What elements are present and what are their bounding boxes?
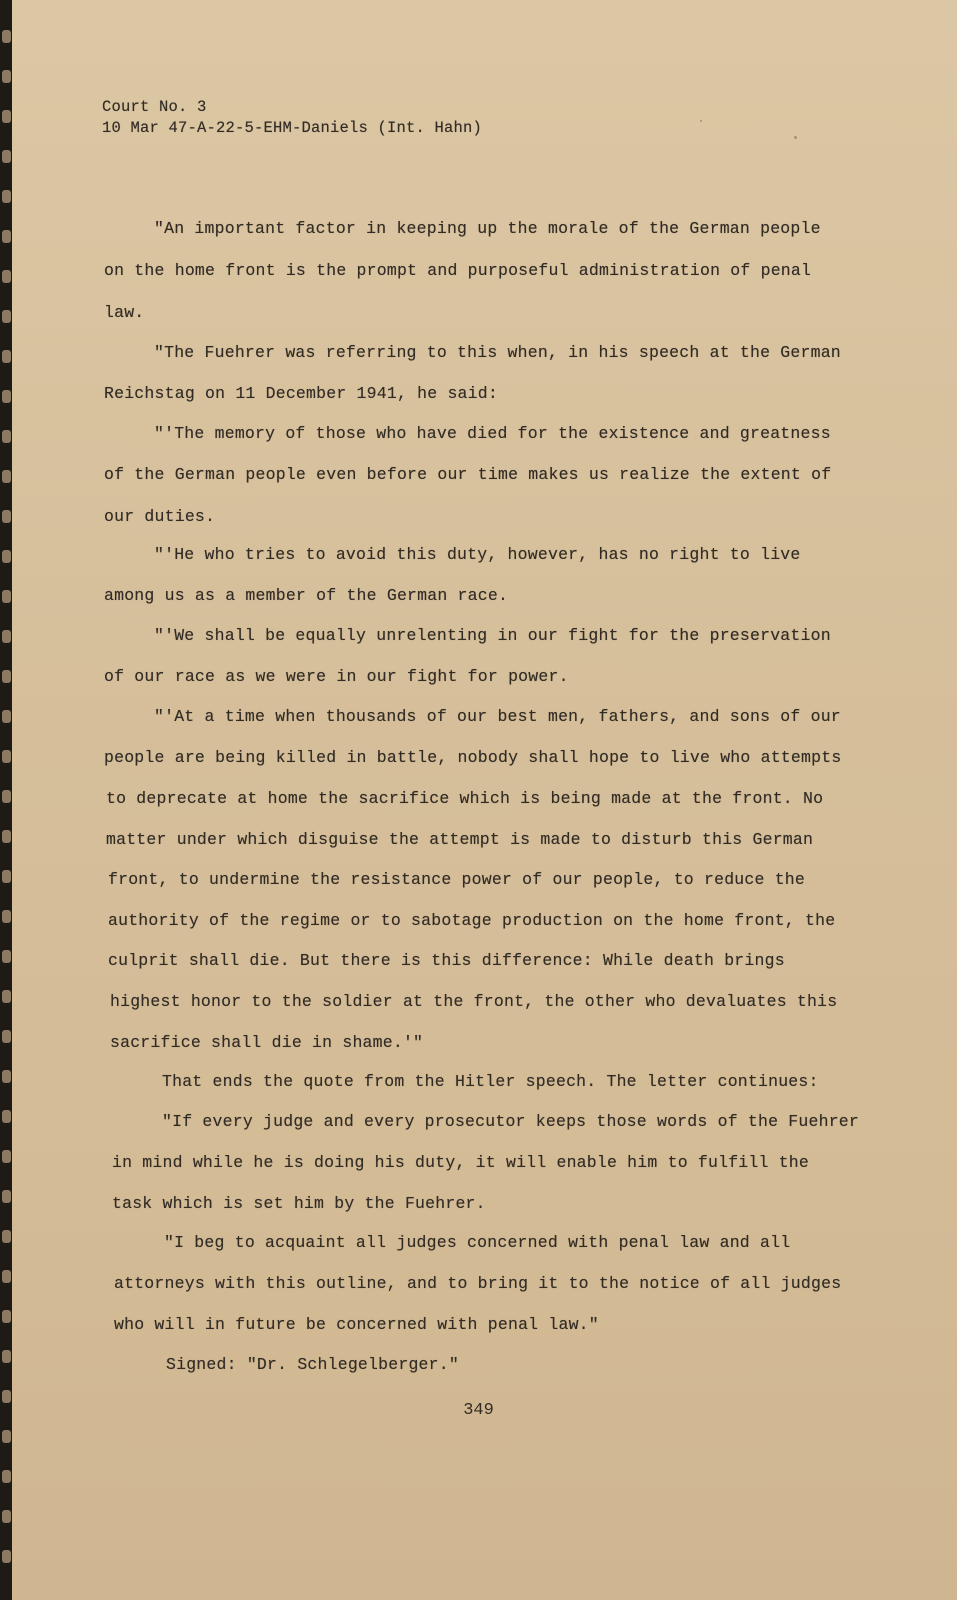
binding-hole (2, 190, 11, 203)
binding-hole (2, 870, 11, 883)
binding-hole (2, 1470, 11, 1483)
text-line: people are being killed in battle, nobody shall hope to live who attempts (104, 748, 842, 767)
binding-hole (2, 1110, 11, 1123)
text-line: highest honor to the soldier at the front, the other who devaluates this (110, 992, 838, 1011)
binding-hole (2, 1190, 11, 1203)
text-line: "The Fuehrer was referring to this when, in his speech at the German (154, 343, 841, 362)
binding-hole (2, 550, 11, 563)
binding-hole (2, 790, 11, 803)
binding-hole (2, 950, 11, 963)
text-line: "'We shall be equally unrelenting in our fight for the preservation (154, 626, 831, 645)
text-line: "'At a time when thousands of our best men, fathers, and sons of our (154, 707, 841, 726)
binding-hole (2, 710, 11, 723)
paper-speck (700, 120, 702, 122)
binding-hole (2, 230, 11, 243)
text-line: front, to undermine the resistance power of our people, to reduce the (108, 870, 806, 889)
binding-hole (2, 750, 11, 763)
paper-speck (794, 136, 797, 139)
binding-hole (2, 1070, 11, 1083)
binding-hole (2, 670, 11, 683)
binding-hole (2, 310, 11, 323)
text-line: "'The memory of those who have died for the existence and greatness (154, 424, 831, 443)
binding-hole (2, 1230, 11, 1243)
text-line: among us as a member of the German race. (104, 586, 509, 605)
text-line: task which is set him by the Fuehrer. (112, 1194, 486, 1213)
text-line: our duties. (104, 507, 216, 526)
binding-hole (2, 1150, 11, 1163)
text-line: on the home front is the prompt and purposeful administration of penal (104, 261, 812, 280)
binding-hole (2, 1510, 11, 1523)
binding-hole (2, 30, 11, 43)
text-line: culprit shall die. But there is this difference: While death brings (108, 951, 785, 970)
text-line: "If every judge and every prosecutor keeps those words of the Fuehrer (162, 1112, 860, 1131)
text-line: Reichstag on 11 December 1941, he said: (104, 384, 498, 403)
binding-hole (2, 1270, 11, 1283)
text-line: law. (104, 303, 145, 322)
binding-hole (2, 470, 11, 483)
court-number: Court No. 3 (102, 98, 207, 116)
signature-line: Signed: "Dr. Schlegelberger." (166, 1355, 459, 1374)
binding-hole (2, 1430, 11, 1443)
binding-hole (2, 590, 11, 603)
text-line: who will in future be concerned with penal law." (114, 1315, 599, 1334)
text-line: of our race as we were in our fight for power. (104, 667, 569, 686)
binding-hole (2, 1030, 11, 1043)
binding-hole (2, 110, 11, 123)
document-reference: 10 Mar 47-A-22-5-EHM-Daniels (Int. Hahn) (102, 119, 483, 137)
binding-hole (2, 1550, 11, 1563)
text-line: of the German people even before our time makes us realize the extent of (104, 465, 832, 484)
binding-hole (2, 830, 11, 843)
binding-hole (2, 990, 11, 1003)
binding-hole (2, 630, 11, 643)
binding-hole (2, 910, 11, 923)
text-line: "An important factor in keeping up the morale of the German people (154, 219, 821, 238)
text-line: sacrifice shall die in shame.'" (110, 1033, 424, 1052)
binding-hole (2, 70, 11, 83)
text-line: "'He who tries to avoid this duty, however, has no right to live (154, 545, 801, 564)
binding-hole (2, 1350, 11, 1363)
binding-hole (2, 510, 11, 523)
binding-hole (2, 1310, 11, 1323)
binding-edge (0, 0, 12, 1600)
binding-hole (2, 270, 11, 283)
binding-hole (2, 430, 11, 443)
text-line: authority of the regime or to sabotage production on the home front, the (108, 911, 836, 930)
binding-hole (2, 150, 11, 163)
text-line: to deprecate at home the sacrifice which is being made at the front. No (106, 789, 824, 808)
binding-hole (2, 350, 11, 363)
binding-hole (2, 390, 11, 403)
text-line: "I beg to acquaint all judges concerned with penal law and all (164, 1233, 791, 1252)
text-line: matter under which disguise the attempt is made to disturb this German (106, 830, 814, 849)
text-line: That ends the quote from the Hitler speech. The letter continues: (162, 1072, 819, 1091)
text-line: attorneys with this outline, and to bring it to the notice of all judges (114, 1274, 842, 1293)
text-line: in mind while he is doing his duty, it will enable him to fulfill the (112, 1153, 810, 1172)
page-number: 349 (463, 1401, 494, 1420)
